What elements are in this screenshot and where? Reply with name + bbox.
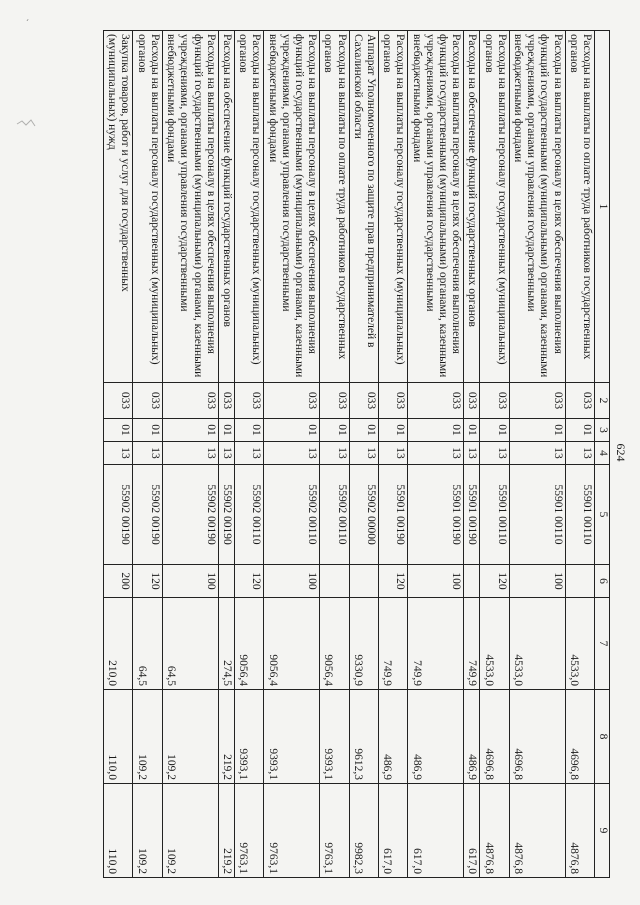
table-row (218, 31, 234, 878)
row-value-col7: 9056,4 (264, 598, 320, 690)
row-target-article-code: 55901 00110 (565, 465, 594, 565)
row-value-col7: 4533,0 (565, 598, 594, 690)
row-target-article-code: 55901 00190 (464, 465, 480, 565)
row-value-col8: 486,9 (464, 690, 480, 784)
row-value-col8: 219,2 (218, 690, 234, 784)
column-header-2: 2 (595, 383, 610, 419)
row-subsection-code: 13 (104, 442, 133, 465)
row-description: Расходы на выплаты персоналу в целях обеспечения выполнения функций государственными (муниципальными) органами, казенными учреждениями, органами управления государственными внебюджетными фондами (408, 31, 464, 383)
row-value-col9: 109,2 (162, 784, 218, 878)
row-subsection-code: 13 (565, 442, 594, 465)
row-target-article-code: 55902 00110 (320, 465, 349, 565)
row-value-col7: 749,9 (464, 598, 480, 690)
row-grbs-code: 033 (480, 383, 509, 419)
row-value-col9: 9763,1 (264, 784, 320, 878)
budget-table (103, 30, 610, 878)
row-description: Расходы на выплаты по оплате труда работников государственных органов (565, 31, 594, 383)
row-description: Аппарат Уполномоченного по защите прав предпринимателей в Сахалинской области (349, 31, 378, 383)
table-row (104, 31, 133, 878)
page-number: 624 (614, 443, 628, 462)
row-value-col8: 9612,3 (349, 690, 378, 784)
row-value-col9: 4876,8 (509, 784, 565, 878)
row-target-article-code: 55901 00110 (480, 465, 509, 565)
row-target-article-code: 55902 00000 (349, 465, 378, 565)
row-subsection-code: 13 (349, 442, 378, 465)
row-expense-type-code: 120 (133, 565, 162, 598)
row-subsection-code: 13 (509, 442, 565, 465)
column-header-4: 4 (595, 442, 610, 465)
row-value-col8: 9393,1 (320, 690, 349, 784)
row-value-col8: 109,2 (133, 690, 162, 784)
table-row (320, 31, 349, 878)
row-subsection-code: 13 (162, 442, 218, 465)
row-value-col9: 109,2 (133, 784, 162, 878)
row-subsection-code: 13 (218, 442, 234, 465)
row-value-col7: 9056,4 (234, 598, 263, 690)
row-value-col8: 9393,1 (234, 690, 263, 784)
row-value-col9: 9763,1 (234, 784, 263, 878)
row-description: Закупка товаров, работ и услуг для государственных (муниципальных) нужд (104, 31, 133, 383)
row-grbs-code: 033 (408, 383, 464, 419)
row-grbs-code: 033 (320, 383, 349, 419)
row-section-code: 01 (480, 419, 509, 442)
row-value-col9: 219,2 (218, 784, 234, 878)
row-subsection-code: 13 (234, 442, 263, 465)
row-grbs-code: 033 (464, 383, 480, 419)
row-expense-type-code: 120 (480, 565, 509, 598)
row-grbs-code: 033 (218, 383, 234, 419)
row-value-col7: 64,5 (133, 598, 162, 690)
row-grbs-code: 033 (349, 383, 378, 419)
row-expense-type-code: 120 (234, 565, 263, 598)
table-row (162, 31, 218, 878)
row-target-article-code: 55901 00190 (378, 465, 407, 565)
row-expense-type-code: 100 (162, 565, 218, 598)
row-grbs-code: 033 (104, 383, 133, 419)
table-row (408, 31, 464, 878)
row-section-code: 01 (349, 419, 378, 442)
row-subsection-code: 13 (378, 442, 407, 465)
row-expense-type-code: 100 (264, 565, 320, 598)
row-grbs-code: 033 (565, 383, 594, 419)
row-subsection-code: 13 (264, 442, 320, 465)
row-section-code: 01 (218, 419, 234, 442)
row-value-col7: 749,9 (378, 598, 407, 690)
column-header-1: 1 (595, 31, 610, 383)
row-description: Расходы на выплаты по оплате труда работников государственных органов (320, 31, 349, 383)
row-value-col7: 210,0 (104, 598, 133, 690)
row-section-code: 01 (565, 419, 594, 442)
row-value-col9: 617,0 (408, 784, 464, 878)
row-section-code: 01 (320, 419, 349, 442)
row-section-code: 01 (408, 419, 464, 442)
column-header-5: 5 (595, 465, 610, 565)
row-expense-type-code: 100 (408, 565, 464, 598)
row-value-col8: 109,2 (162, 690, 218, 784)
table-row (133, 31, 162, 878)
row-value-col9: 617,0 (464, 784, 480, 878)
row-value-col8: 486,9 (378, 690, 407, 784)
table-row (509, 31, 565, 878)
row-expense-type-code: 100 (509, 565, 565, 598)
table-row (378, 31, 407, 878)
column-header-9: 9 (595, 784, 610, 878)
column-header-3: 3 (595, 419, 610, 442)
row-grbs-code: 033 (133, 383, 162, 419)
row-description: Расходы на обеспечение функций государственных органов (464, 31, 480, 383)
row-description: Расходы на выплаты персоналу в целях обеспечения выполнения функций государственными (муниципальными) органами, казенными учреждениями, органами управления государственными внебюджетными фондами (162, 31, 218, 383)
row-value-col8: 4696,8 (565, 690, 594, 784)
row-value-col9: 4876,8 (565, 784, 594, 878)
row-value-col7: 9056,4 (320, 598, 349, 690)
table-row (234, 31, 263, 878)
row-expense-type-code (349, 565, 378, 598)
row-value-col9: 110,0 (104, 784, 133, 878)
row-value-col9: 9763,1 (320, 784, 349, 878)
row-subsection-code: 13 (320, 442, 349, 465)
row-grbs-code: 033 (234, 383, 263, 419)
row-value-col9: 617,0 (378, 784, 407, 878)
row-target-article-code: 55902 00190 (104, 465, 133, 565)
row-section-code: 01 (464, 419, 480, 442)
row-value-col8: 4696,8 (480, 690, 509, 784)
table-row (565, 31, 594, 878)
row-target-article-code: 55902 00190 (162, 465, 218, 565)
row-grbs-code: 033 (378, 383, 407, 419)
row-value-col9: 4876,8 (480, 784, 509, 878)
rotated-document-page (30, 0, 640, 905)
row-description: Расходы на выплаты персоналу в целях обеспечения выполнения функций государственными (муниципальными) органами, казенными учреждениями, органами управления государственными внебюджетными фондами (264, 31, 320, 383)
row-section-code: 01 (133, 419, 162, 442)
row-target-article-code: 55902 00110 (234, 465, 263, 565)
row-expense-type-code (565, 565, 594, 598)
row-value-col7: 9330,9 (349, 598, 378, 690)
column-header-7: 7 (595, 598, 610, 690)
table-row (264, 31, 320, 878)
row-target-article-code: 55901 00190 (408, 465, 464, 565)
row-description: Расходы на обеспечение функций государственных органов (218, 31, 234, 383)
row-section-code: 01 (234, 419, 263, 442)
row-value-col7: 274,5 (218, 598, 234, 690)
row-description: Расходы на выплаты персоналу государственных (муниципальных) органов (133, 31, 162, 383)
row-subsection-code: 13 (464, 442, 480, 465)
row-target-article-code: 55902 00190 (133, 465, 162, 565)
row-target-article-code: 55902 00110 (264, 465, 320, 565)
table-row (480, 31, 509, 878)
row-description: Расходы на выплаты персоналу государственных (муниципальных) органов (480, 31, 509, 383)
row-grbs-code: 033 (264, 383, 320, 419)
scan-mark: ˊ (26, 18, 29, 28)
row-value-col8: 4696,8 (509, 690, 565, 784)
row-expense-type-code (320, 565, 349, 598)
row-section-code: 01 (162, 419, 218, 442)
row-value-col8: 110,0 (104, 690, 133, 784)
row-section-code: 01 (264, 419, 320, 442)
row-value-col9: 9982,3 (349, 784, 378, 878)
row-section-code: 01 (104, 419, 133, 442)
row-value-col7: 749,9 (408, 598, 464, 690)
row-expense-type-code (218, 565, 234, 598)
row-grbs-code: 033 (162, 383, 218, 419)
row-value-col7: 4533,0 (509, 598, 565, 690)
row-section-code: 01 (378, 419, 407, 442)
table-body (104, 31, 595, 878)
row-grbs-code: 033 (509, 383, 565, 419)
row-description: Расходы на выплаты персоналу государственных (муниципальных) органов (378, 31, 407, 383)
row-value-col7: 4533,0 (480, 598, 509, 690)
column-header-8: 8 (595, 690, 610, 784)
row-expense-type-code: 120 (378, 565, 407, 598)
row-subsection-code: 13 (408, 442, 464, 465)
row-expense-type-code: 200 (104, 565, 133, 598)
row-value-col8: 9393,1 (264, 690, 320, 784)
row-description: Расходы на выплаты персоналу в целях обеспечения выполнения функций государственными (муниципальными) органами, казенными учреждениями, органами управления государственными внебюджетными фондами (509, 31, 565, 383)
row-subsection-code: 13 (133, 442, 162, 465)
row-subsection-code: 13 (480, 442, 509, 465)
row-section-code: 01 (509, 419, 565, 442)
column-number-header (595, 31, 610, 878)
table-row (464, 31, 480, 878)
row-expense-type-code (464, 565, 480, 598)
row-description: Расходы на выплаты персоналу государственных (муниципальных) органов (234, 31, 263, 383)
row-value-col8: 486,9 (408, 690, 464, 784)
row-value-col7: 64,5 (162, 598, 218, 690)
column-header-6: 6 (595, 565, 610, 598)
table-row (349, 31, 378, 878)
row-target-article-code: 55902 00190 (218, 465, 234, 565)
row-target-article-code: 55901 00110 (509, 465, 565, 565)
